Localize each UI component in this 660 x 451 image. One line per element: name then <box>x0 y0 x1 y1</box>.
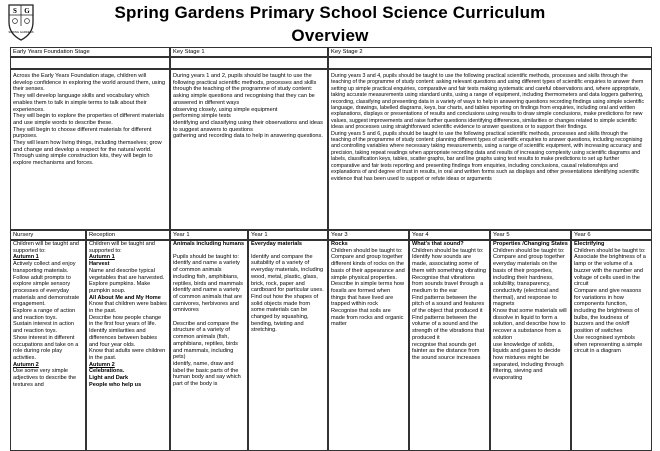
spacer-eyfs <box>10 57 170 69</box>
year3-text: Children should be taught to: Compare and group together different kinds of rocks on the basis of their appearance and simple physical properties. Describe in simple terms how fossils are formed when things that have lived are trapped within rock Recognise that soils are made from rocks and organic matter <box>331 247 405 328</box>
year-header-year5: Year 5 <box>490 230 571 241</box>
year3-cell <box>328 239 409 451</box>
year-header-year6: Year 6 <box>571 230 652 241</box>
year-header-nursery: Nursery <box>10 230 86 241</box>
stage-header-ks1: Key Stage 1 <box>170 47 328 57</box>
nursery-text2: Use some very simple adjectives to describe the textures and <box>13 368 78 388</box>
svg-text:SPRING GARDENS: SPRING GARDENS <box>8 30 34 34</box>
reception-intro: Children will be taught and supported to: <box>89 241 157 254</box>
page-subtitle: Overview <box>291 26 369 45</box>
year4-title: What's that sound? <box>412 241 464 247</box>
year1-materials-title: Everyday materials <box>251 241 302 247</box>
stage-header-eyfs: Early Years Foundation Stage <box>10 47 170 57</box>
nursery-intro: Children will be taught and supported to: <box>13 241 81 254</box>
stage-header-ks2: Key Stage 2 <box>328 47 652 57</box>
reception-celebrations: Celebrations. <box>89 368 125 375</box>
year3-title: Rocks <box>331 241 348 247</box>
nursery-text: Actively collect and enjoy transporting materials. Follow adult prompts to explore simple sensory processes of everyday materials and demonstrate engagement. Explore a range of action and reaction toys. Sustain interest in action and reaction toys. Show interest in different occupations and take on a role during role play activities. <box>13 261 80 361</box>
stage-text-ks2: During years 3 and 4, pupils should be taught to use the following practical scientific methods, processes and skills through the teaching of the programme of study content: asking relevant questions and using different types of scientific enquiries to answer them setting up simple practical enquiries, comparative and fair tests making systematic and careful observations and, where appropriate, taking accurate measurements using standard units, using a range of equipment, including thermometers and data loggers gathering, recording, classifying and presenting data in a variety of ways to help in answering questions recording findings using simple scientific language, drawings, labelled diagrams, keys, bar charts, and tables reporting on findings from enquiries, including oral and written explanations, displays or presentations of results and conclusions using results to draw simple conclusions, make predictions for new values, suggest improvements and raise further questions identifying differences, similarities or changes related to simple scientific ideas and processes using straightforward scientific evidence to answer questions or to support their findings. During years 5 and 6, pupils should be taught to use the following practical scientific methods, processes and skills through the teaching of the programme of study content: planning different types of scientific enquiries to answer questions, including recognising and controlling variables where necessary taking measurements, using a range of scientific equipment, with increasing accuracy and precision, taking repeat readings when appropriate recording data and results of increasing complexity using scientific diagrams and labels, classification keys, tables, scatter graphs, bar and line graphs using test results to make predictions to set up further comparative and fair tests reporting and presenting findings from enquiries, including conclusions, causal relationships and explanations of and degree of trust in results, in oral and written forms such as displays and other presentations identifying scientific evidence that has been used to support or refute ideas or arguments <box>328 69 652 230</box>
year1-animals-title: Animals including humans <box>173 241 245 247</box>
year1-animals-cell <box>170 239 248 451</box>
year-header-reception: Reception <box>86 230 170 241</box>
reception-autumn1: Autumn 1 <box>89 254 115 261</box>
stage-text-ks1: During years 1 and 2, pupils should be taught to use the following practical scientific methods, processes and skills through the teaching of the programme of study content: asking simple questions and recognising that they can be answered in different ways observing closely, using simple equipment performing simple tests identifying and classifying using their observations and ideas to suggest answers to questions gathering and recording data to help in answering questions. <box>170 69 328 230</box>
nursery-autumn1: Autumn 1 <box>13 254 39 261</box>
reception-harvest: Harvest <box>89 261 110 268</box>
year5-text: Children should be taught to: Compare and group together everyday materials on the basis of their properties, including their hardness, solubility, transparency, conductivity (electrical and thermal), and response to magnets Know that some materials will dissolve in liquid to form a solution, and describe how to recover a substance from a solution use knowledge of solids, liquids and gases to decide how mixtures might be separated, including through filtering, sieving and evaporating <box>493 247 567 382</box>
year1-animals-text: Pupils should be taught to: identify and name a variety of common animals including fish, amphibians, reptiles, birds and mammals identify and name a variety of common animals that are carnivores, herbivores and omnivores Describe and compare the structure of a variety of common animals (fish, amphibians, reptiles, birds and mammals, including pets) identify, name, draw and label the basic parts of the human body and say which part of the body is <box>173 253 243 388</box>
year-header-year1-a: Year 1 <box>170 230 248 241</box>
year5-title: Properties /Changing States <box>493 241 568 247</box>
nursery-cell <box>10 239 86 451</box>
reception-people: People who help us <box>89 381 142 388</box>
page-title: Spring Gardens Primary School Science Curriculum <box>114 3 546 22</box>
year6-text: Children should be taught to: Associate the brightness of a lamp or the volume of a buzzer with the number and voltage of cells used in the circuit Compare and give reasons for variations in how components function, including the brightness of bulbs, the loudness of buzzers and the on/off position of switches Use recognised symbols when representing a simple circuit in a diagram <box>574 247 646 355</box>
year5-cell <box>490 239 571 451</box>
year6-title: Electrifying <box>574 241 605 247</box>
year4-text: Children should be taught to: Identify how sounds are made, associating some of them with something vibrating Recognise that vibrations from sounds travel through a medium to the ear Find patterns between the pitch of a sound and features of the object that produced it Find patterns between the volume of a sound and the strength of the vibrations that produced it recognise that sounds get fainter as the distance from the sound source increases <box>412 247 486 361</box>
reception-text2: Know that children were babies in the past. Describe how people change in the first four years of life. Identify similarities and differences between babies and four year olds. Know that adults were children in the past. <box>89 301 167 361</box>
reception-light: Light and Dark <box>89 375 129 382</box>
svg-text:G: G <box>24 7 30 15</box>
year6-cell <box>571 239 652 451</box>
reception-cell <box>86 239 170 451</box>
reception-allabout: All About Me and My Home <box>89 294 161 301</box>
year4-cell <box>409 239 490 451</box>
page-header <box>0 0 660 46</box>
svg-text:S: S <box>13 7 17 15</box>
year-header-year4: Year 4 <box>409 230 490 241</box>
year-header-year1-b: Year 1 <box>248 230 328 241</box>
reception-text1: Name and describe typical vegetables that are harvested. Explore pumpkins. Make pumpkin soup. <box>89 267 165 294</box>
year1-materials-text: Identify and compare the suitability of a variety of everyday materials, including wood, metal, plastic, glass, brick, rock, paper and cardboard for particular uses. Find out how the shapes of solid objects made from some materials can be changed by squashing, bending, twisting and stretching. <box>251 253 324 334</box>
year-header-year3: Year 3 <box>328 230 409 241</box>
year1-materials-cell <box>248 239 328 451</box>
nursery-autumn2: Autumn 2 <box>13 361 39 368</box>
spacer-ks1 <box>170 57 328 69</box>
reception-autumn2: Autumn 2 <box>89 361 115 368</box>
spacer-ks2 <box>328 57 652 69</box>
stage-text-eyfs: Across the Early Years Foundation stage, children will develop confidence in exploring the world around them, using their senses. They will develop language skills and vocabulary which enables them to talk in simple terms to talk about their experiences. They will begin to explore the properties of different materials and use simple words to describe these. They will begin to choose different materials for different purposes. They will learn how living things, including themselves; grow and change and develop a respect for the natural world. Through using simple construction kits, they will begin to explore mechanisms and forces. <box>10 69 170 230</box>
